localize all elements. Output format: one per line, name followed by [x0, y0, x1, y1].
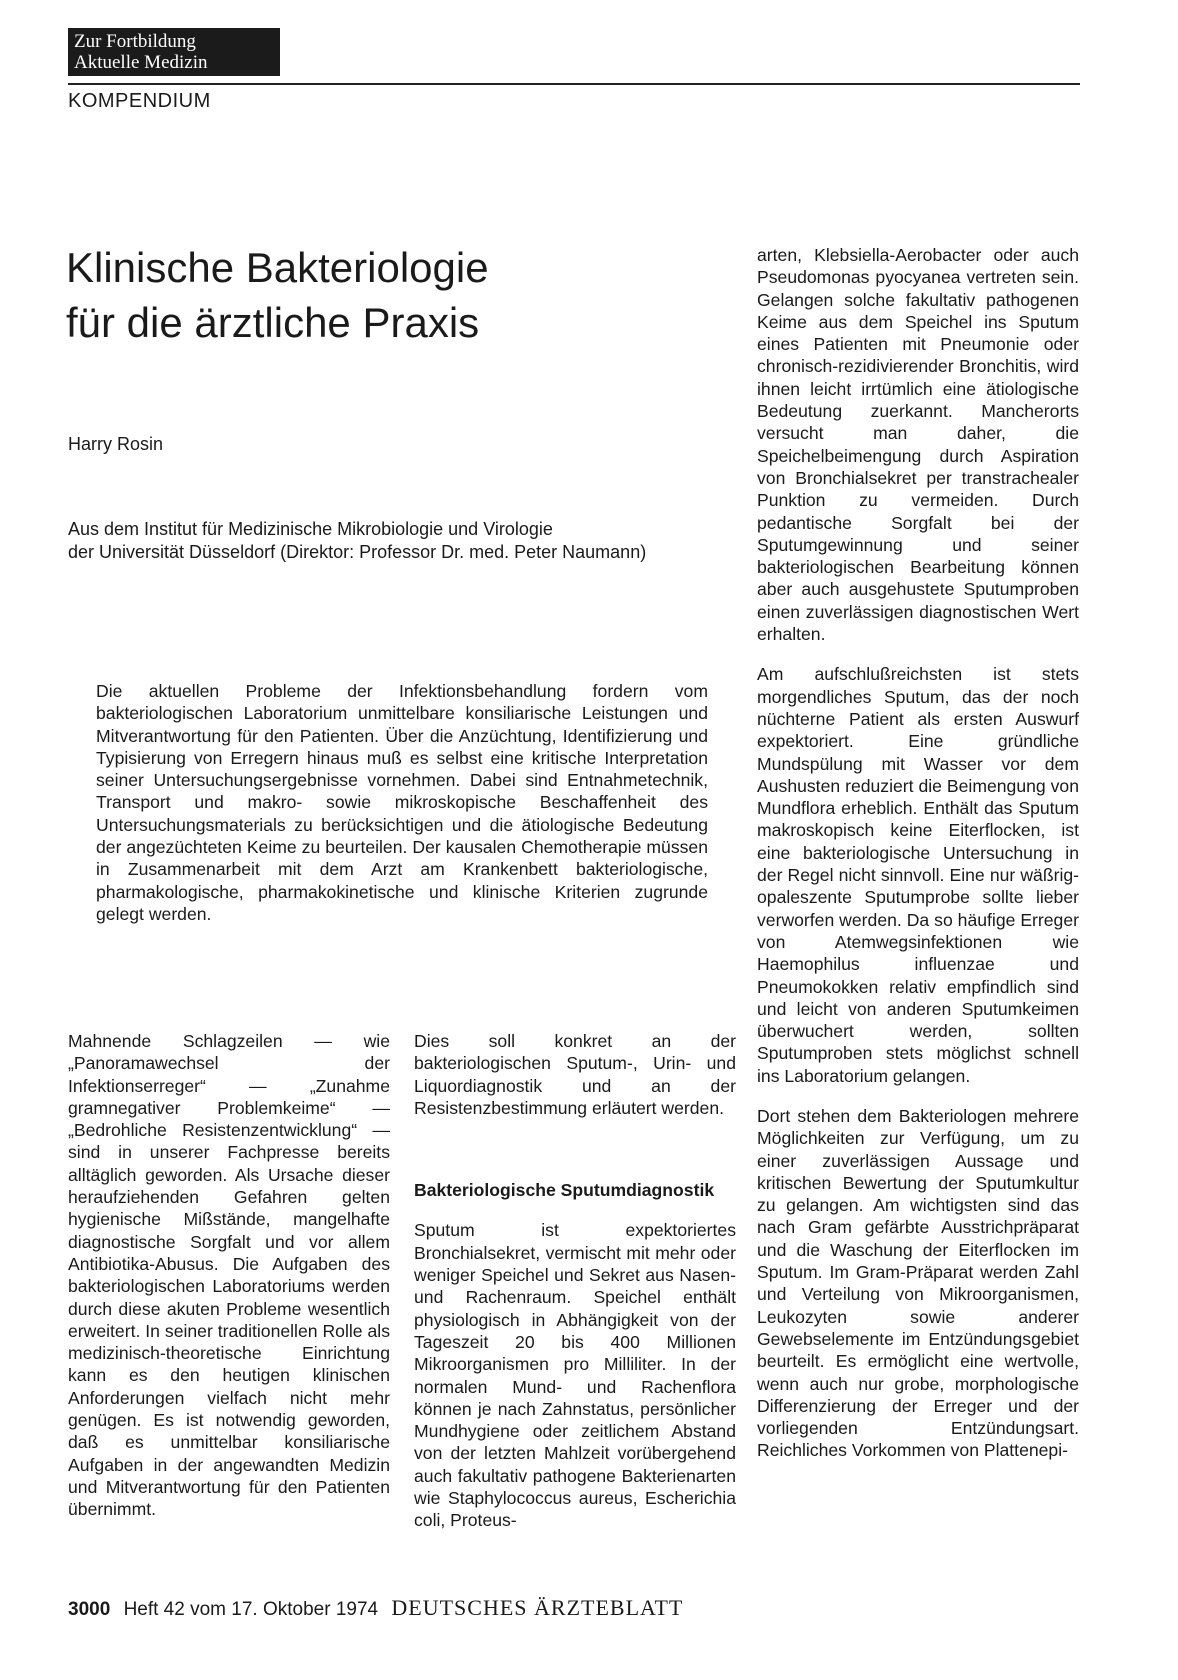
- section-label: KOMPENDIUM: [68, 90, 211, 112]
- section-heading: Bakteriologische Sputumdiagnostik: [414, 1180, 715, 1201]
- page-footer: [68, 1595, 683, 1621]
- spacer: [414, 1137, 736, 1179]
- body-paragraph: arten, Klebsiella-Aerobacter oder auch Pseudomonas pyocyanea vertreten sein. Gelangen solche fakultativ pathogenen Keime aus dem Speichel ins Sputum eines Patienten mit Pneumonie oder chronisch-rezidivierender Bronchitis, wird ihnen leicht irrtümlich eine ätiologische Bedeutung zuerkannt. Mancherorts versucht man daher, die Speichelbeimengung durch Aspiration von Bronchialsekret per transtrachealer Punktion zu vermeiden. Durch pedantische Sorgfalt bei der Sputumgewinnung und seiner bakteriologischen Bearbeitung können aber auch ausgehustete Sputumproben einen zuverlässigen diagnostischen Wert erhalten.: [757, 245, 1079, 645]
- article-title: [66, 240, 489, 350]
- journal-name: DEUTSCHES ÄRZTEBLATT: [391, 1595, 684, 1620]
- issue-info: Heft 42 vom 17. Oktober 1974: [123, 1599, 379, 1620]
- body-paragraph: Sputum ist expektoriertes Bronchialsekret, vermischt mit mehr oder weniger Speichel und Sekret aus Nasen- und Rachenraum. Speichel enthält physiologisch in Abhängigkeit von der Tageszeit 20 bis 400 Millionen Mikroorganismen pro Milliliter. In der normalen Mund- und Rachenflora können je nach Zahnstatus, persönlicher Mundhygiene oder zeitlichem Abstand von der letzten Mahlzeit vorübergehend auch fakultativ pathogene Bakterienarten wie Staphylococcus aureus, Escherichia coli, Proteus-: [414, 1220, 736, 1531]
- body-column-1: [68, 1030, 390, 1539]
- badge-line-1: Zur Fortbildung: [74, 31, 196, 52]
- body-paragraph: Dort stehen dem Bakteriologen mehrere Möglichkeiten zur Verfügung, um zu einer zuverlässigen Aussage und kritischen Bewertung der Sputumkultur zu gelangen. Am wichtigsten sind das nach Gram gefärbte Ausstrichpräparat und die Waschung der Eiterflocken im Sputum. Im Gram-Präparat werden Zahl und Verteilung von Mikroorganismen, Leukozyten sowie anderer Gewebselemente im Entzündungsgebiet beurteilt. Es ermöglicht eine wertvolle, wenn auch nur grobe, morphologische Differenzierung der Erreger und der vorliegenden Entzündungsart. Reichliches Vorkommen von Plattenepi-: [757, 1105, 1079, 1461]
- body-column-3: [757, 244, 1079, 1480]
- title-line-1: Klinische Bakteriologie: [66, 244, 489, 291]
- body-column-2: [414, 1030, 736, 1550]
- title-line-2: für die ärztliche Praxis: [66, 299, 480, 346]
- affiliation-line-1: Aus dem Institut für Medizinische Mikrobiologie und Virologie: [68, 519, 553, 539]
- header-rule: [68, 83, 1080, 85]
- author: Harry Rosin: [68, 434, 164, 454]
- badge-line-2: Aktuelle Medizin: [74, 52, 208, 73]
- affiliation-line-2: der Universität Düsseldorf (Direktor: Professor Dr. med. Peter Naumann): [68, 542, 647, 562]
- body-paragraph: Mahnende Schlagzeilen — wie „Panoramawechsel der Infektionserreger“ — „Zunahme gramnegativer Problemkeime“ — „Bedrohliche Resistenzentwicklung“ — sind in unserer Fachpresse bereits alltäglich geworden. Als Ursache dieser heraufziehenden Gefahren gelten hygienische Mißstände, mangelhafte diagnostische Sorgfalt und vor allem Antibiotika-Abusus. Die Aufgaben des bakteriologischen Laboratoriums werden durch diese akuten Probleme wesentlich erweitert. In seiner traditionellen Rolle als medizinisch-theoretische Einrichtung kann es den heutigen klinischen Anforderungen vielfach nicht mehr genügen. Es ist notwendig geworden, daß es unmittelbar konsiliarische Aufgaben in der angewandten Medizin und Mitverantwortung für den Patienten übernimmt.: [68, 1031, 390, 1520]
- section-badge: [68, 28, 280, 76]
- abstract: Die aktuellen Probleme der Infektionsbehandlung fordern vom bakteriologischen Laboratorium unmittelbare konsiliarische Leistungen und Mitverantwortung für den Patienten. Über die Anzüchtung, Identifizierung und Typisierung von Erregern hinaus muß es selbst eine kritische Interpretation seiner Untersuchungsergebnisse vornehmen. Dabei sind Entnahmetechnik, Transport und makro- sowie mikroskopische Beschaffenheit des Untersuchungsmaterials zu berücksichtigen und die ätiologische Bedeutung der angezüchteten Keime zu beurteilen. Der kausalen Chemotherapie müssen in Zusammenarbeit mit dem Arzt am Krankenbett bakteriologische, pharmakologische, pharmakokinetische und klinische Kriterien zugrunde gelegt werden.: [96, 681, 708, 924]
- affiliation: [68, 518, 646, 564]
- body-paragraph: Am aufschlußreichsten ist stets morgendliches Sputum, das der noch nüchterne Patient als ersten Auswurf expektoriert. Eine gründliche Mundspülung mit Wasser vor dem Aushusten reduziert die Beimengung von Mundflora erheblich. Enthält das Sputum makroskopisch keine Eiterflocken, ist eine bakteriologische Untersuchung in der Regel nicht sinnvoll. Eine nur wäßrig-opaleszente Sputumprobe sollte lieber verworfen werden. Da so häufige Erreger von Atemwegsinfektionen wie Haemophilus influenzae und Pneumokokken relativ empfindlich sind und leicht von anderen Sputumkeimen überwuchert werden, sollten Sputumproben stets möglichst schnell ins Laboratorium gelangen.: [757, 664, 1079, 1086]
- page-number: 3000: [68, 1599, 111, 1620]
- body-paragraph: Dies soll konkret an der bakteriologischen Sputum-, Urin- und Liquordiagnostik und an der Resistenzbestimmung erläutert werden.: [414, 1031, 736, 1118]
